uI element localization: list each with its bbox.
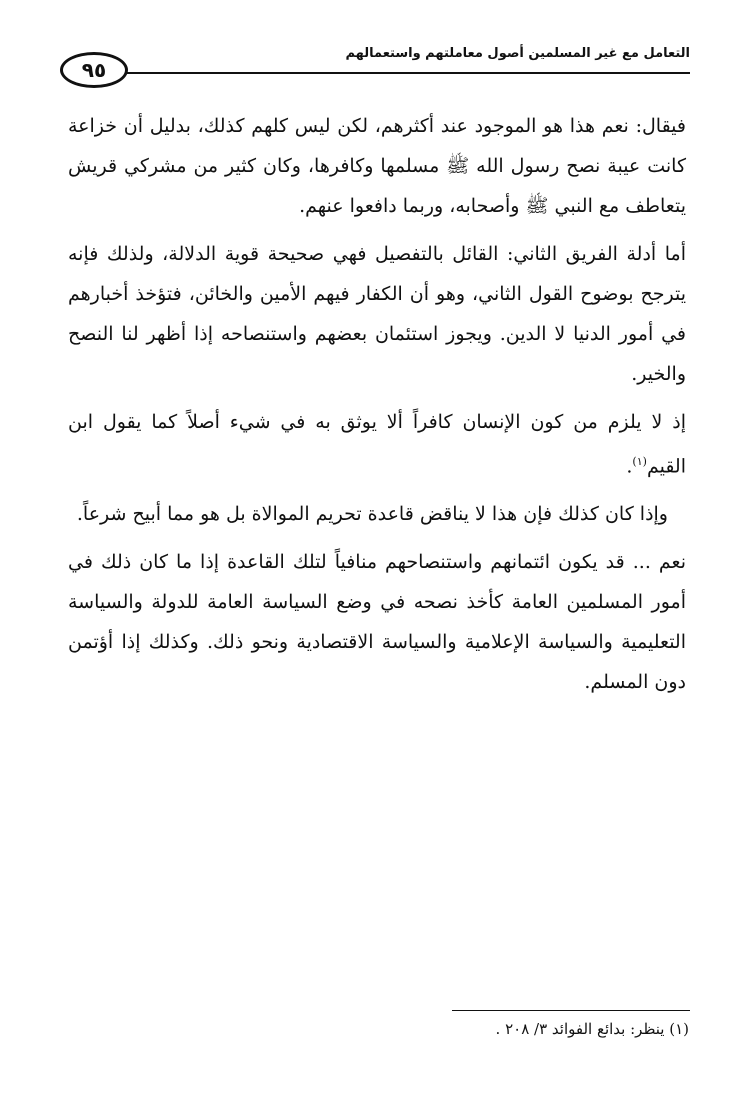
paragraph: وإذا كان كذلك فإن هذا لا يناقض قاعدة تحريم الموالاة بل هو مما أبيح شرعاً. [76,503,668,526]
page-number: ٩٥ [60,52,128,88]
footnote: (١) ينظر: بدائع الفوائد ٣/ ٢٠٨ . [495,1020,689,1038]
main-text [68,106,686,710]
paragraph: فيقال: نعم هذا هو الموجود عند أكثرهم، لكن ليس كلهم كذلك، بدليل أن خزاعة كانت عيبة نصح رسول الله ﷺ مسلمها وكافرها، وكان كثير من مشركي قريش يتعاطف مع النبي ﷺ وأصحابه، وربما دافعوا عنهم. [68,115,686,217]
footnote-rule [452,1010,690,1011]
paragraph [68,402,686,486]
paragraph-text: إذ لا يلزم من كون الإنسان كافراً ألا يوثق به في شيء أصلاً كما يقول ابن القيم [68,411,686,478]
running-header [58,44,690,94]
paragraph-end: . [626,455,633,478]
paragraph: أما أدلة الفريق الثاني: القائل بالتفصيل فهي صحيحة قوية الدلالة، ولذلك فإنه يترجح بوضوح القول الثاني، وهو أن الكفار فيهم الأمين والخائن، فتؤخذ أخبارهم في أمور الدنيا لا الدين. ويجوز استئمان بعضهم واستنصاحه إذا أظهر لنا النصح والخير. [68,243,686,385]
footnote-reference: (١) [632,455,647,468]
running-title: التعامل مع غير المسلمين أصول معاملتهم واستعمالهم [345,46,690,61]
header-rule [118,72,690,74]
paragraph: نعم ... قد يكون ائتمانهم واستنصاحهم منافياً لتلك القاعدة إذا ما كان ذلك في أمور المسلمين العامة كأخذ نصحه في وضع السياسة العامة للدولة والسياسة التعليمية والسياسة الإعلامية والسياسة الاقتصادية ونحو ذلك. وكذلك إذا أؤتمن دون المسلم. [68,551,686,694]
